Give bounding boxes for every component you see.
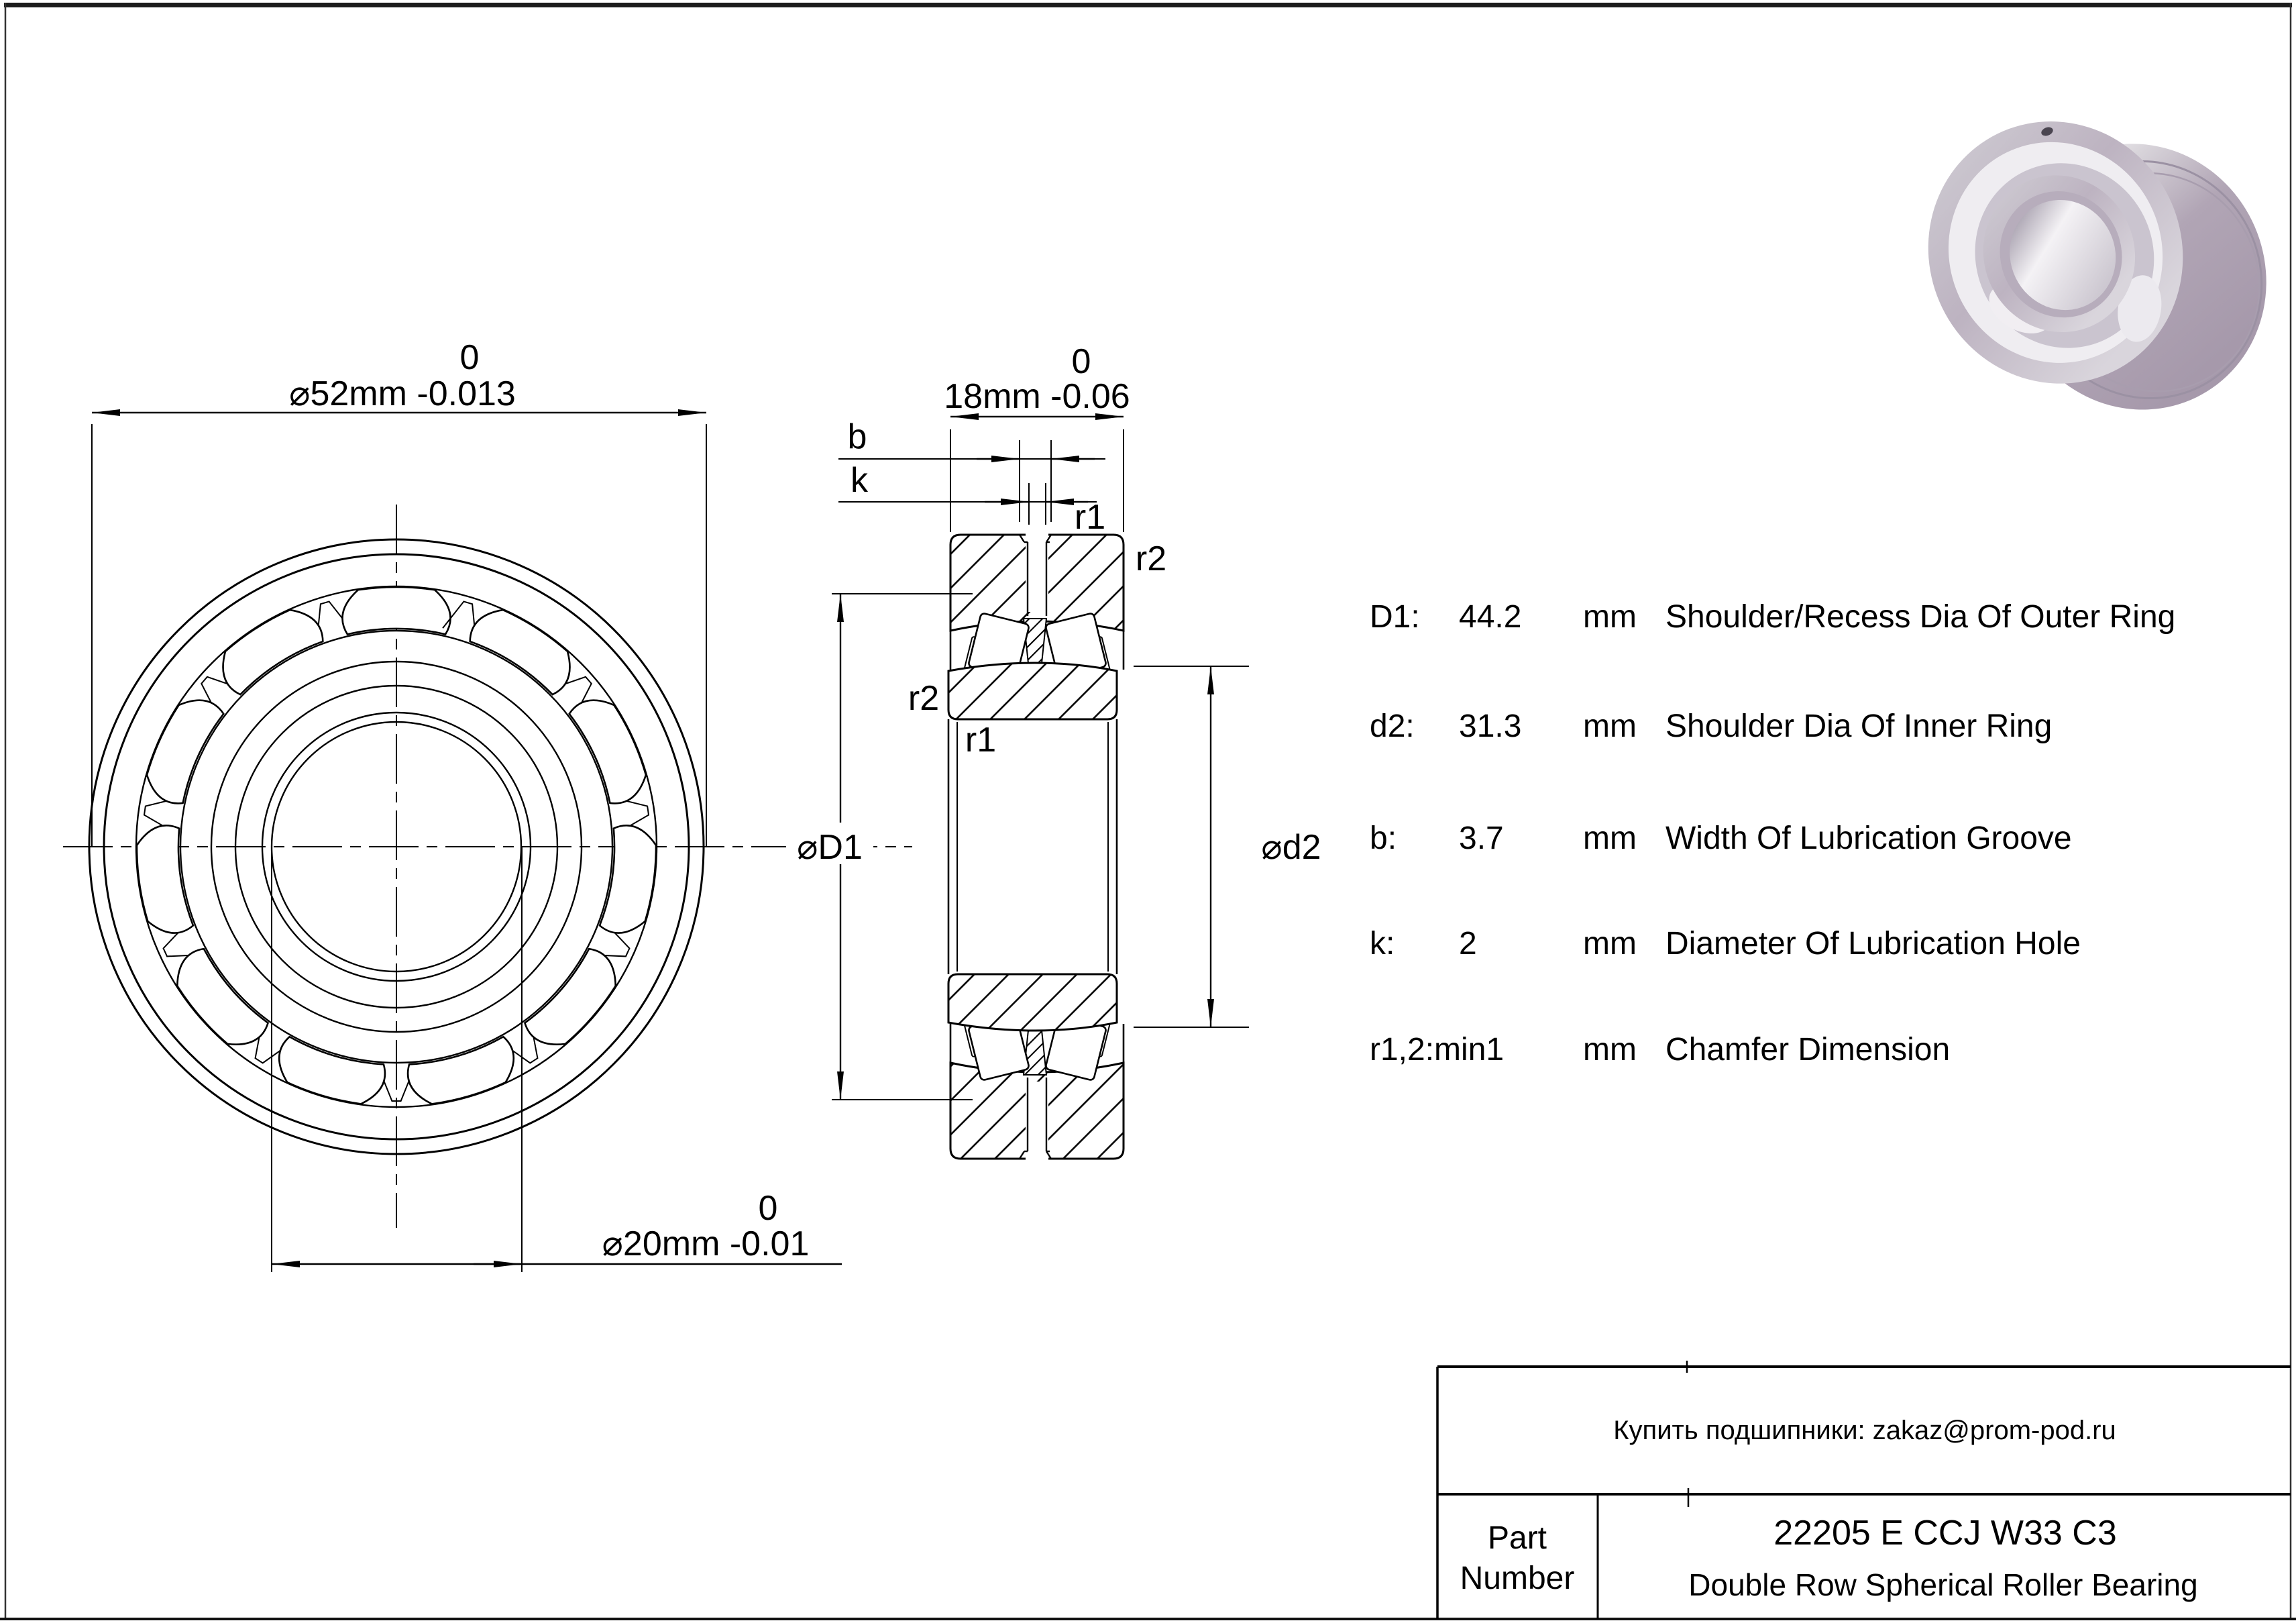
- dim-18mm-tol: 0: [1071, 342, 1091, 381]
- spec-unit-1: mm: [1583, 709, 1637, 744]
- spec-value-3: 2: [1459, 926, 1477, 961]
- cross-section: [786, 417, 1249, 1161]
- part-description: Double Row Spherical Roller Bearing: [1688, 1567, 2198, 1602]
- dim-d2: [1134, 666, 1249, 1027]
- dim-20mm-text: ⌀20mm -0.01: [602, 1224, 810, 1263]
- label-D1: ⌀D1: [797, 828, 863, 867]
- bearing-3d-render: [1884, 50, 2296, 480]
- part-number: 22205 E CCJ W33 C3: [1773, 1514, 2117, 1553]
- dim-b: [838, 440, 1105, 522]
- part-label-line2: Number: [1460, 1561, 1575, 1596]
- spec-label-2: b:: [1370, 821, 1397, 856]
- spec-label-3: k:: [1370, 926, 1395, 961]
- roller: [408, 1037, 514, 1104]
- roller: [147, 700, 223, 804]
- dim-k: [838, 483, 1097, 525]
- part-label-line1: Part: [1487, 1520, 1547, 1556]
- roller: [177, 949, 268, 1045]
- spec-unit-0: mm: [1583, 599, 1637, 635]
- inner-ring-bottom: [948, 974, 1117, 1031]
- label-k: k: [851, 461, 868, 500]
- spec-desc-0: Shoulder/Recess Dia Of Outer Ring: [1665, 599, 2176, 635]
- spec-unit-3: mm: [1583, 926, 1637, 961]
- roller: [342, 587, 450, 634]
- roller: [279, 1037, 385, 1104]
- label-b: b: [847, 417, 867, 456]
- spec-value-2: 3.7: [1459, 821, 1504, 856]
- spec-desc-2: Width Of Lubrication Groove: [1665, 821, 2072, 856]
- spec-label-1: d2:: [1370, 709, 1415, 744]
- label-d2: ⌀d2: [1261, 828, 1321, 867]
- label-r2-inner: r2: [908, 679, 940, 718]
- dim-20mm-tol: 0: [758, 1189, 778, 1228]
- roller: [470, 610, 570, 694]
- spec-value-0: 44.2: [1459, 599, 1522, 635]
- spec-value-1: 31.3: [1459, 709, 1522, 744]
- contact-text: Купить подшипники: zakaz@prom-pod.ru: [1613, 1416, 2116, 1445]
- spec-label-4: r1,2:min1: [1370, 1032, 1505, 1067]
- roller: [569, 700, 646, 804]
- spec-desc-4: Chamfer Dimension: [1665, 1032, 1951, 1067]
- roller: [223, 610, 323, 694]
- roller: [525, 949, 615, 1045]
- spec-desc-1: Shoulder Dia Of Inner Ring: [1665, 709, 2053, 744]
- front-view: [63, 413, 912, 1272]
- spec-label-0: D1:: [1370, 599, 1420, 635]
- label-r1-inner: r1: [965, 721, 997, 760]
- spec-list: [1370, 599, 2175, 1067]
- inner-ring-top: [948, 663, 1117, 719]
- dim-52mm-text: ⌀52mm -0.013: [289, 374, 516, 413]
- spec-desc-3: Diameter Of Lubrication Hole: [1665, 926, 2081, 961]
- label-r2-top: r2: [1135, 539, 1167, 578]
- spec-unit-4: mm: [1583, 1032, 1637, 1067]
- dim-52mm-tol: 0: [459, 338, 480, 377]
- label-r1-top: r1: [1074, 498, 1106, 537]
- spec-unit-2: mm: [1583, 821, 1637, 856]
- dim-18mm-text: 18mm -0.06: [944, 377, 1130, 416]
